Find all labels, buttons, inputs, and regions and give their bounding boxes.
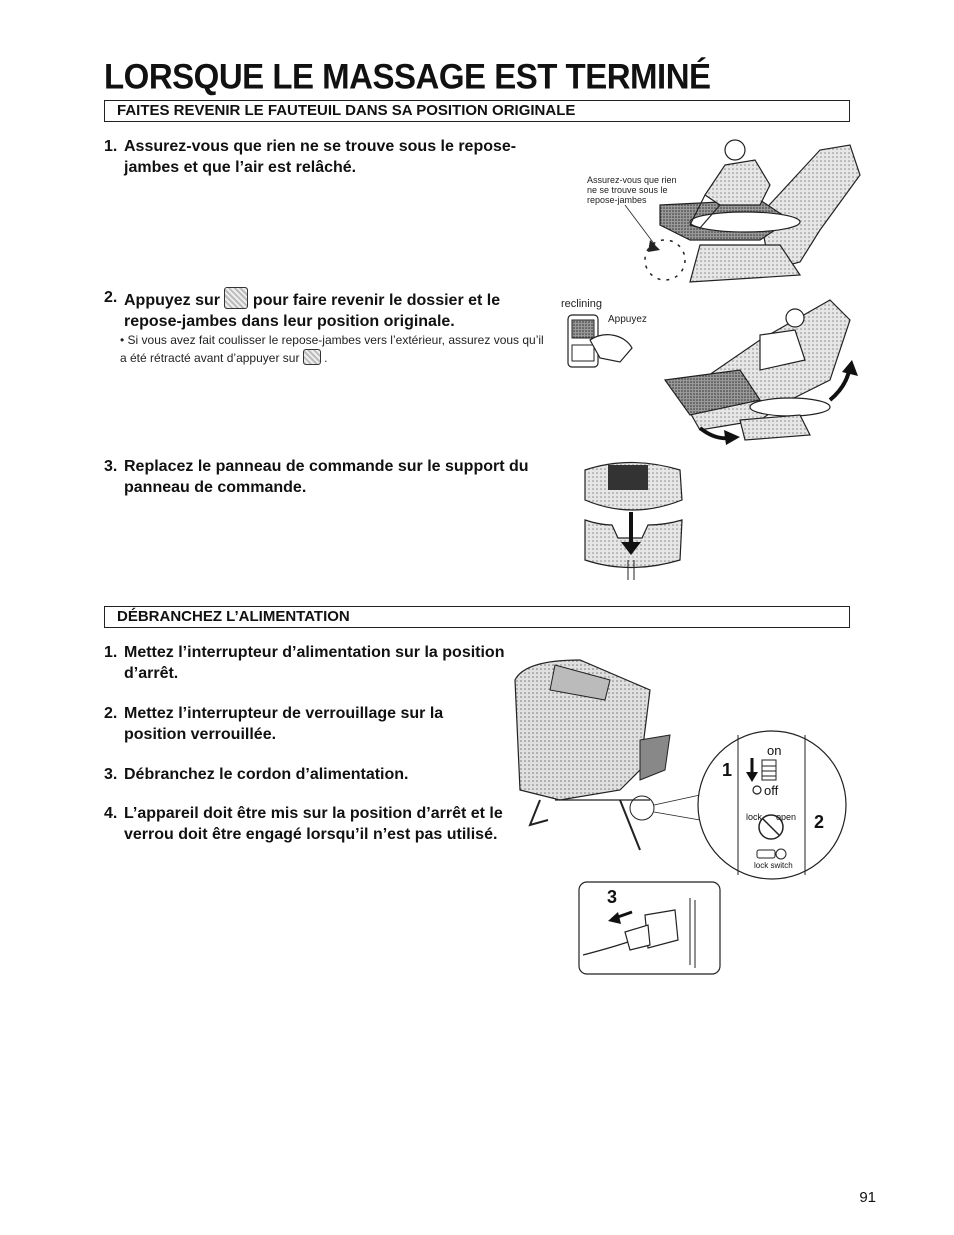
- press-label: Appuyez: [608, 314, 647, 325]
- step-text: Mettez l’interrupteur d’alimentation sur la position d’arrêt.: [124, 644, 505, 682]
- lock-label: lock: [746, 812, 763, 822]
- step-number: 1.: [104, 138, 118, 155]
- step-number: 1.: [104, 644, 118, 661]
- page-title: LORSQUE LE MASSAGE EST TERMINÉ: [104, 56, 711, 96]
- step-number: 2.: [104, 289, 118, 306]
- step-number: 3.: [104, 766, 118, 783]
- step-text: Mettez l’interrupteur de verrouillage sur la position verrouillée.: [124, 705, 444, 743]
- step-text-after: pour faire revenir le dossier et le repose-jambes dans leur position originale.: [124, 292, 501, 330]
- step-text: Assurez-vous que rien ne se trouve sous le repose-jambes et que l’air est relâché.: [124, 138, 517, 176]
- reclining-label: reclining: [561, 298, 602, 310]
- callout-2: 2: [814, 812, 825, 832]
- figure-1-caption: Assurez-vous que rien ne se trouve sous le repose-jambes: [587, 175, 677, 205]
- note-text-after: .: [324, 351, 328, 365]
- note-text-before: • Si vous avez fait coulisser le repose-jambes vers l’extérieur, assurez vous qu’il a été rétracté avant d’appuyer sur: [120, 333, 544, 365]
- open-label: open: [776, 812, 797, 822]
- off-label: off: [764, 783, 779, 798]
- section-heading-return-chair: FAITES REVENIR LE FAUTEUIL DANS SA POSITION ORIGINALE: [104, 100, 850, 122]
- callout-1: 1: [722, 760, 733, 780]
- step-text: Débranchez le cordon d’alimentation.: [124, 766, 409, 783]
- section-heading-unplug: DÉBRANCHEZ L’ALIMENTATION: [104, 606, 850, 628]
- step-text-before: Appuyez sur: [124, 292, 221, 309]
- step-number: 4.: [104, 805, 118, 822]
- step-text: Replacez le panneau de commande sur le support du panneau de commande.: [124, 458, 529, 496]
- step-number: 3.: [104, 458, 118, 475]
- lock-switch-label: lock switch: [754, 861, 793, 870]
- step-number: 2.: [104, 705, 118, 722]
- callout-3: 3: [607, 887, 618, 907]
- on-label: on: [767, 743, 782, 758]
- page-number: 91: [859, 1189, 876, 1206]
- step-text: L’appareil doit être mis sur la position d’arrêt et le verrou doit être engagé lorsqu’il n’est pas utilisé.: [124, 805, 503, 843]
